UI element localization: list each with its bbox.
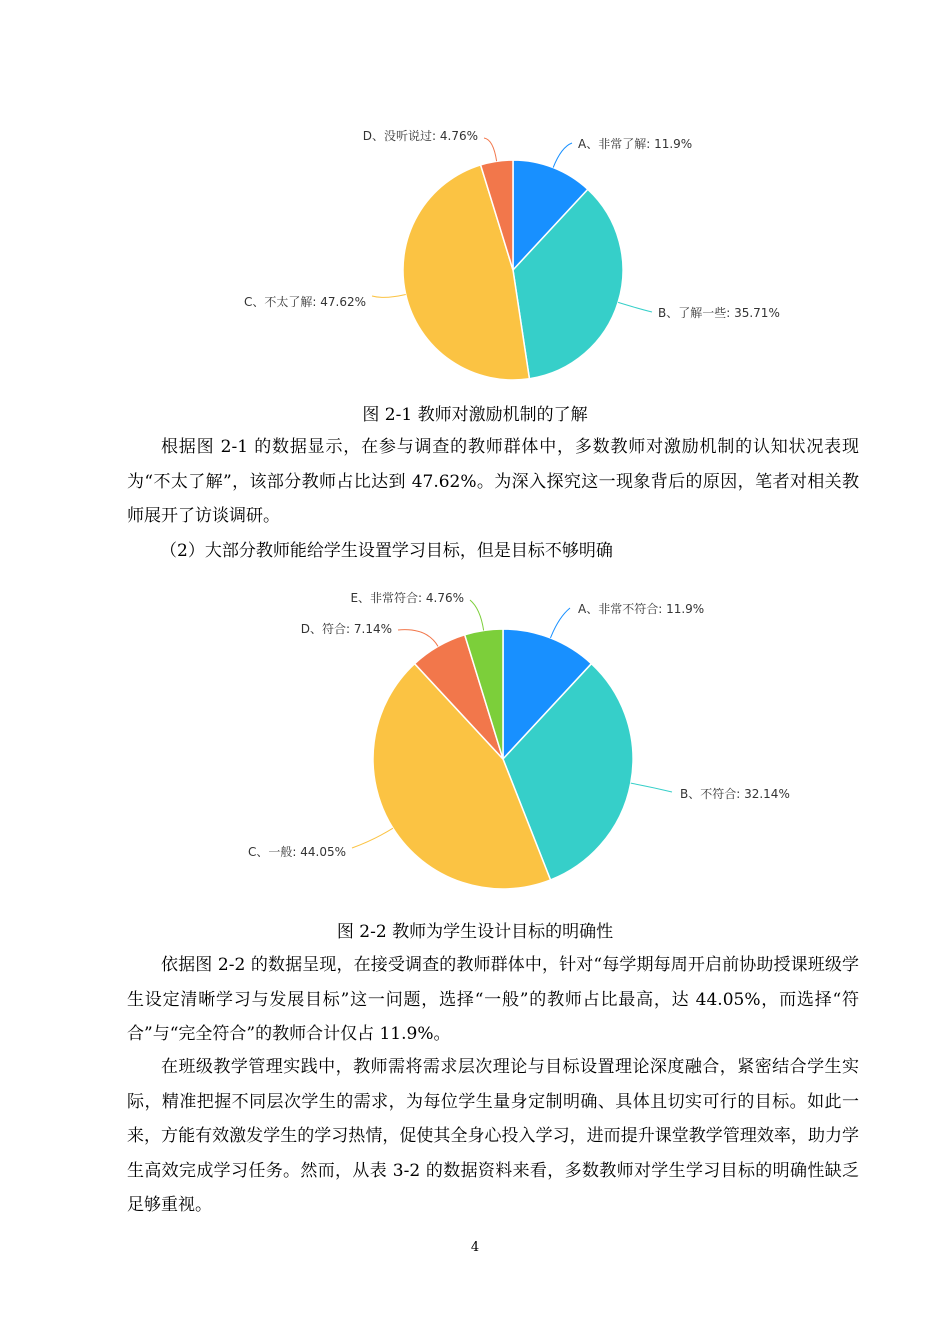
pie-slice-label: D、符合: 7.14% bbox=[300, 622, 392, 636]
pie-leader-line bbox=[550, 608, 570, 638]
pie-chart-1 bbox=[0, 100, 950, 395]
figure-caption-1: 图 2-1 教师对激励机制的了解 bbox=[362, 405, 588, 425]
pie-leader-line bbox=[631, 783, 672, 792]
pie-slice-label: D、没听说过: 4.76% bbox=[362, 129, 478, 143]
paragraph-2: 依据图 2-2 的数据呈现，在接受调查的教师群体中，针对“每学期每周开启前协助授课班级学生设定清晰学习与发展目标”这一问题，选择“一般”的教师占比最高，达 44.05%，而选择“符合”与“完全符合”的教师合计仅占 11.9%。 bbox=[127, 955, 859, 1044]
page-number: 4 bbox=[470, 1240, 480, 1255]
pie-chart-2 bbox=[0, 570, 950, 910]
pie-leader-line bbox=[618, 302, 652, 312]
pie-chart-1-svg bbox=[0, 100, 950, 395]
pie-leader-line bbox=[372, 294, 406, 297]
pie-chart-2-svg bbox=[0, 570, 950, 910]
paragraph-3: 在班级教学管理实践中，教师需将需求层次理论与目标设置理论深度融合，紧密结合学生实际，精准把握不同层次学生的需求，为每位学生量身定制明确、具体且切实可行的目标。如此一来，方能有效激发学生的学习热情，促使其全身心投入学习，进而提升课堂教学管理效率，助力学生高效完成学习任务。然而，从表 3-2 的数据资料来看，多数教师对学生学习目标的明确性缺乏足够重视。 bbox=[127, 1057, 859, 1215]
pie-slice-label: A、非常了解: 11.9% bbox=[578, 137, 693, 151]
section-heading-2: （2）大部分教师能给学生设置学习目标，但是目标不够明确 bbox=[160, 541, 613, 561]
pie-slice-label: C、一般: 44.05% bbox=[248, 845, 346, 859]
pie-leader-line bbox=[352, 828, 393, 848]
pie-slice-label: B、不符合: 32.14% bbox=[680, 787, 790, 801]
pie-leader-line bbox=[553, 143, 572, 168]
paragraph-1: 根据图 2-1 的数据显示，在参与调查的教师群体中，多数教师对激励机制的认知状况表现为“不太了解”，该部分教师占比达到 47.62%。为深入探究这一现象背后的原因，笔者对相关教师展开了访谈调研。 bbox=[127, 437, 859, 526]
pie-slice-label: B、了解一些: 35.71% bbox=[658, 306, 780, 320]
pie-leader-line bbox=[484, 138, 497, 161]
pie-slice-label: E、非常符合: 4.76% bbox=[350, 591, 464, 605]
pie-leader-line bbox=[470, 600, 484, 630]
pie-leader-line bbox=[398, 630, 438, 647]
pie-slice-label: A、非常不符合: 11.9% bbox=[578, 602, 705, 616]
pie-slice-label: C、不太了解: 47.62% bbox=[244, 295, 366, 309]
figure-caption-2: 图 2-2 教师为学生设计目标的明确性 bbox=[336, 922, 614, 942]
